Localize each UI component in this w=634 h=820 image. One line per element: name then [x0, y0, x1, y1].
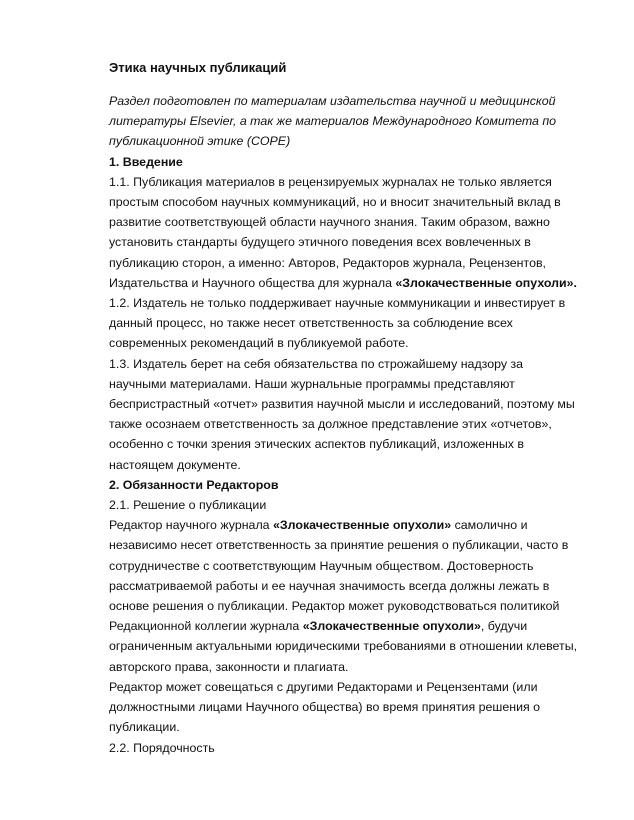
journal-name-bold: «Злокачественные опухоли»	[273, 518, 452, 533]
paragraph-2-1-part-c: , будучи ограниченным актуальными юридическими требованиями в отношении клеветы, авторского права, законности и плагиата.	[109, 619, 578, 674]
paragraph-2-1-part-b: самолично и независимо несет ответственность за принятие решения о публикации, часто в сотрудничестве с соответствующим Научным обществом. Достоверность рассматриваемой работы и ее научная значимость всегда должны лежать в основе решения о публикации. Редактор может руководствоваться политикой Редакционной коллегии журнала	[109, 518, 569, 634]
paragraph-1-1	[109, 172, 579, 293]
paragraph-1-2: 1.2. Издатель не только поддерживает научные коммуникации и инвестирует в данный процесс, но также несет ответственность за соблюдение всех современных рекомендаций в публикуемой работе.	[109, 296, 566, 351]
section-1-heading: 1. Введение	[109, 154, 183, 169]
paragraph-1-1-text: 1.1. Публикация материалов в рецензируемых журналах не только является простым способом научных коммуникаций, но и вносит значительный вклад в развитие соответствующей области научного знания. Таким образом, важно установить стандарты будущего этичного поведения всех вовлеченных в публикацию сторон, а именно: Авторов, Редакторов журнала, Рецензентов, Издательства и Научного общества для журнала	[109, 174, 561, 290]
subsection-2-1-heading: 2.1. Решение о публикации	[109, 498, 267, 513]
document-subtitle: Раздел подготовлен по материалам издательства научной и медицинской литературы Elsevier, а так же материалов Международного Комитета по публикационной этике (COPE)	[109, 94, 557, 149]
paragraph-2-1-continued: Редактор может совещаться с другими Редакторами и Рецензентами (или должностными лицами Научного общества) во время принятия решения о публикации.	[109, 679, 541, 735]
section-2-heading: 2. Обязанности Редакторов	[109, 477, 279, 492]
journal-name-bold: «Злокачественные опухоли».	[395, 275, 577, 290]
document-title: Этика научных публикаций	[109, 60, 287, 75]
paragraph-1-3: 1.3. Издатель берет на себя обязательства по строжайшему надзору за научными материалами. Наши журнальные программы представляют беспристрастный «отчет» развития научной мысли и исследований, поэтому мы также осознаем ответственность за должное представление этих «отчетов», особенно с точки зрения этических аспектов публикаций, изложенных в настоящем документе.	[109, 356, 575, 472]
subsection-2-2-heading: 2.2. Порядочность	[109, 740, 215, 755]
paragraph-2-1-part-a: Редактор научного журнала	[109, 518, 274, 533]
document-page	[109, 58, 579, 758]
paragraph-2-1	[109, 515, 579, 677]
journal-name-bold: «Злокачественные опухоли»	[302, 619, 481, 634]
